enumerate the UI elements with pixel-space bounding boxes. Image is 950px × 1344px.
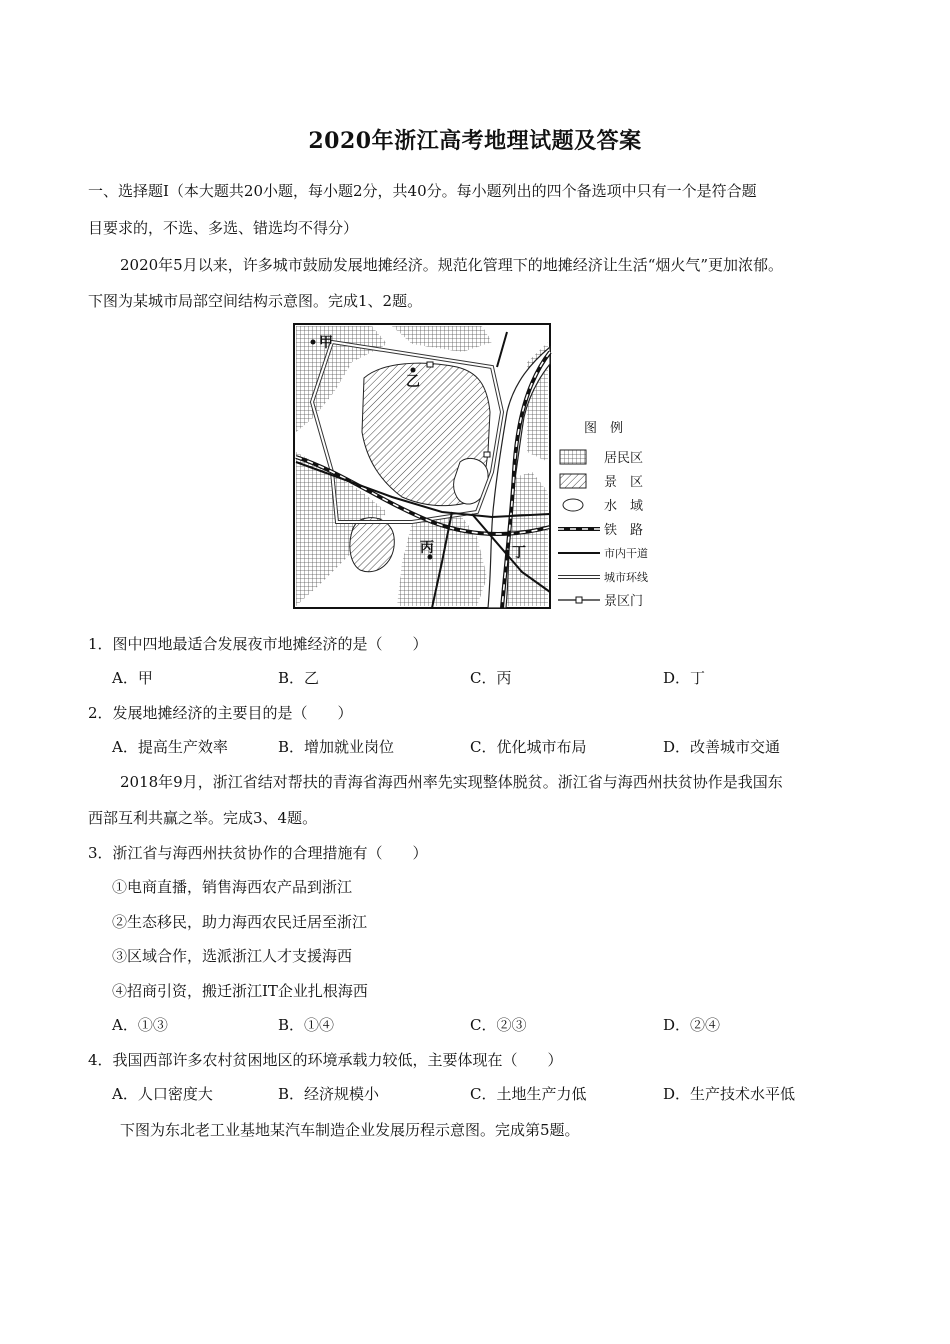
question-1-option-a: A．甲 [112, 669, 153, 687]
legend-label-gate: 景区门 [604, 594, 644, 609]
section-header-line-2: 目要求的，不选、多选、错选均不得分） [88, 219, 359, 237]
question-4-option-d: D．生产技术水平低 [663, 1085, 796, 1103]
question-4-option-c: C．土地生产力低 [470, 1085, 587, 1103]
legend-swatch-scenic [560, 474, 586, 488]
question-4-option-b: B．经济规模小 [278, 1085, 380, 1103]
question-1-option-d: D．丁 [663, 669, 706, 687]
scenic-gate-east [484, 452, 490, 457]
label-bing: 丙 [420, 540, 434, 556]
legend-swatch-water [563, 499, 583, 511]
question-4-option-a: A．人口密度大 [112, 1085, 213, 1103]
question-2-option-a: A．提高生产效率 [112, 738, 228, 756]
question-3-stem: 3．浙江省与海西州扶贫协作的合理措施有（ ） [88, 844, 428, 862]
question-4-stem: 4．我国西部许多农村贫困地区的环境承载力较低，主要体现在（ ） [88, 1051, 563, 1069]
legend-swatch-residential [560, 450, 586, 464]
question-3-option-a: A．①③ [112, 1016, 168, 1034]
point-yi [411, 368, 416, 373]
question-3-item-1: ①电商直播，销售海西农产品到浙江 [112, 878, 353, 896]
legend-title: 图 例 [584, 421, 624, 436]
question-3-item-3: ③区域合作，选派浙江人才支援海西 [112, 947, 353, 965]
intro-2-line-2: 西部互利共赢之举。完成3、4题。 [88, 809, 318, 827]
question-1-stem: 1．图中四地最适合发展夜市地摊经济的是（ ） [88, 635, 428, 653]
question-2-option-d: D．改善城市交通 [663, 738, 781, 756]
point-jia [311, 340, 316, 345]
legend-label-main-road: 市内干道 [604, 547, 648, 560]
intro-3: 下图为东北老工业基地某汽车制造企业发展历程示意图。完成第5题。 [120, 1121, 580, 1139]
legend-label-residential: 居民区 [604, 451, 644, 466]
label-ding: 丁 [512, 545, 526, 561]
label-yi: 乙 [406, 374, 420, 390]
city-structure-map [292, 322, 662, 612]
scenic-gate-north [427, 362, 433, 367]
legend-label-water: 水 域 [604, 499, 644, 514]
question-1-option-c: C．丙 [470, 669, 512, 687]
question-3-item-2: ②生态移民，助力海西农民迁居至浙江 [112, 913, 368, 931]
page-title: 2020年浙江高考地理试题及答案 [308, 128, 642, 154]
legend-swatch-gate [576, 597, 582, 603]
city-structure-map-figure [292, 322, 662, 612]
question-1-option-b: B．乙 [278, 669, 320, 687]
question-2-stem: 2．发展地摊经济的主要目的是（ ） [88, 704, 353, 722]
legend-label-railway: 铁 路 [604, 523, 644, 538]
label-jia: 甲 [319, 335, 333, 351]
question-3-option-c: C．②③ [470, 1016, 527, 1034]
question-2-option-b: B．增加就业岗位 [278, 738, 395, 756]
question-3-option-b: B．①④ [278, 1016, 335, 1034]
intro-1-line-2: 下图为某城市局部空间结构示意图。完成1、2题。 [88, 292, 423, 310]
intro-1-line-1: 2020年5月以来，许多城市鼓励发展地摊经济。规范化管理下的地摊经济让生活“烟火气”更加浓郁。 [120, 256, 784, 274]
question-3-item-4: ④招商引资，搬迁浙江IT企业扎根海西 [112, 982, 368, 1000]
intro-2-line-1: 2018年9月，浙江省结对帮扶的青海省海西州率先实现整体脱贫。浙江省与海西州扶贫协作是我国东 [120, 773, 783, 791]
legend-label-ring-road: 城市环线 [604, 571, 648, 584]
legend-label-scenic: 景 区 [604, 475, 644, 490]
question-2-option-c: C．优化城市布局 [470, 738, 587, 756]
question-3-option-d: D．②④ [663, 1016, 721, 1034]
section-header-line-1: 一、选择题Ⅰ（本大题共20小题，每小题2分，共40分。每小题列出的四个备选项中只有一个是符合题 [88, 182, 757, 200]
point-ding [505, 550, 510, 555]
